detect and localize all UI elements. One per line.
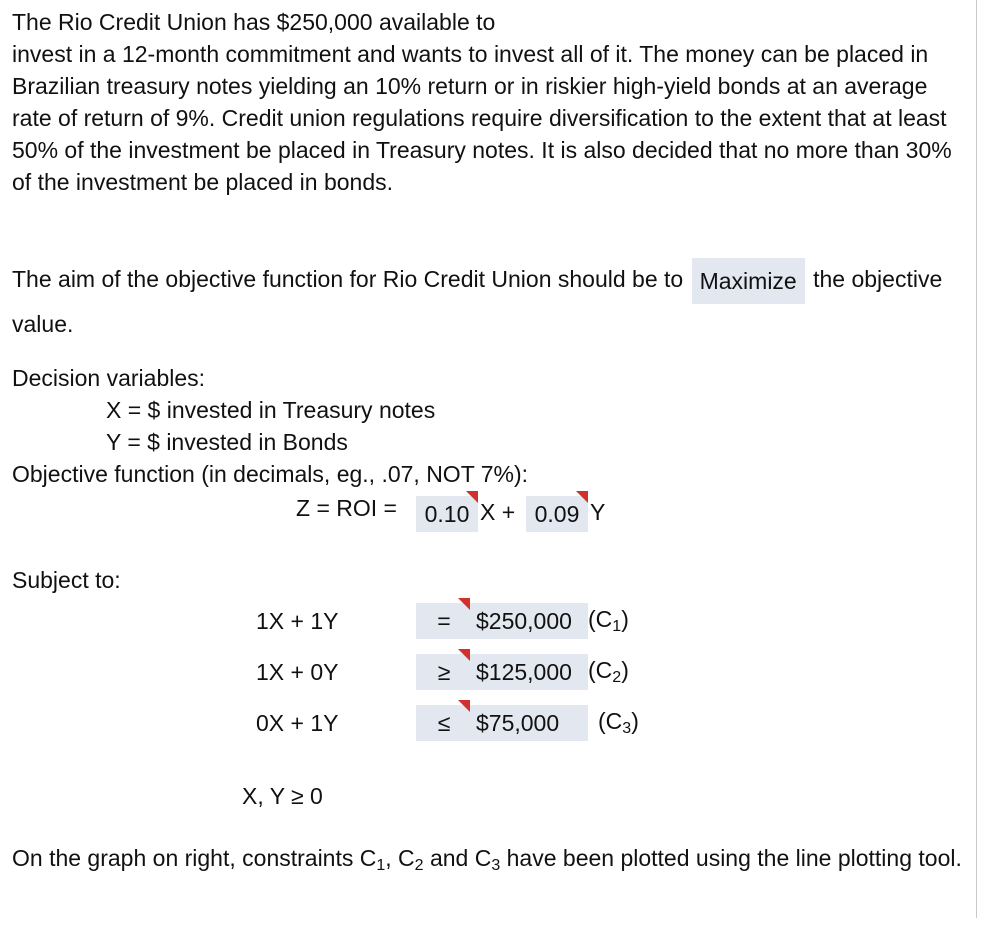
aim-prefix: The aim of the objective function for Rio Credit Union should be to (12, 266, 684, 293)
constraint-2-lhs: 1X + 0Y (256, 659, 339, 685)
constraint-3-label: $(C_3)$ (598, 708, 639, 737)
graph-note-text: On the graph on right, constraints C (12, 845, 377, 871)
x-definition: X = $ invested in Treasury notes (106, 397, 436, 423)
answer-flag-icon (466, 491, 478, 503)
objective-heading: Objective function (in decimals, eg., .07, NOT 7%): (12, 461, 529, 487)
objective-y-term: Y (590, 499, 606, 525)
non-negativity: X, Y ≥ 0 (242, 783, 323, 809)
graph-note-text: have been plotted using the line plotting tool. (500, 845, 962, 871)
answer-flag-icon (458, 598, 470, 610)
answer-flag-icon (576, 491, 588, 503)
constraint-3-lhs: 0X + 1Y (256, 710, 339, 736)
graph-note-text: and C (423, 845, 492, 871)
constraint-2-rhs-input[interactable]: $125,000 (472, 654, 588, 690)
y-coefficient-input[interactable]: 0.09 (526, 496, 588, 532)
answer-flag-icon (458, 700, 470, 712)
x-coefficient-input[interactable]: 0.10 (416, 496, 478, 532)
constraint-1-sign-select[interactable]: = (416, 603, 472, 639)
subject-to-heading: Subject to: (12, 567, 121, 593)
aim-select[interactable]: Maximize (692, 258, 805, 304)
graph-note-sub: 2 (414, 857, 424, 874)
constraint-3-rhs-input[interactable]: $75,000 (472, 705, 588, 741)
graph-note-sub: 3 (491, 857, 501, 874)
decision-variables-heading: Decision variables: (12, 365, 206, 391)
constraint-2-label: $(C_2)$ (588, 657, 629, 686)
constraint-3-sign-select[interactable]: ≤ (416, 705, 472, 741)
constraint-2-sign-select[interactable]: ≥ (416, 654, 472, 690)
graph-note-text: , C (385, 845, 415, 871)
graph-note (12, 838, 972, 878)
constraint-1-rhs-input[interactable]: $250,000 (472, 603, 588, 639)
aim-sentence (12, 258, 972, 344)
objective-x-term: X + (480, 499, 516, 525)
constraint-1-lhs: 1X + 1Y (256, 608, 339, 634)
aim-suffix: the objective value. (12, 266, 943, 337)
answer-flag-icon (458, 649, 470, 661)
problem-statement (12, 6, 972, 198)
y-definition: Y = $ invested in Bonds (106, 429, 348, 455)
graph-note-sub: 1 (376, 857, 386, 874)
problem-text: The Rio Credit Union has $250,000 available to invest in a 12-month commitment and wants to invest all of it. The money can be placed in Brazilian treasury notes yielding an 10% return or in riskier high-yield bonds at an average rate of return of 9%. Credit union regulations require diversification to the extent that at least 50% of the investment be placed in Treasury notes. It is also decided that no more than 30% of the investment be placed in bonds. (12, 9, 952, 195)
objective-lhs: Z = ROI = (296, 495, 397, 521)
constraint-1-label: $(C_1)$ (588, 606, 629, 635)
right-border (976, 0, 977, 918)
